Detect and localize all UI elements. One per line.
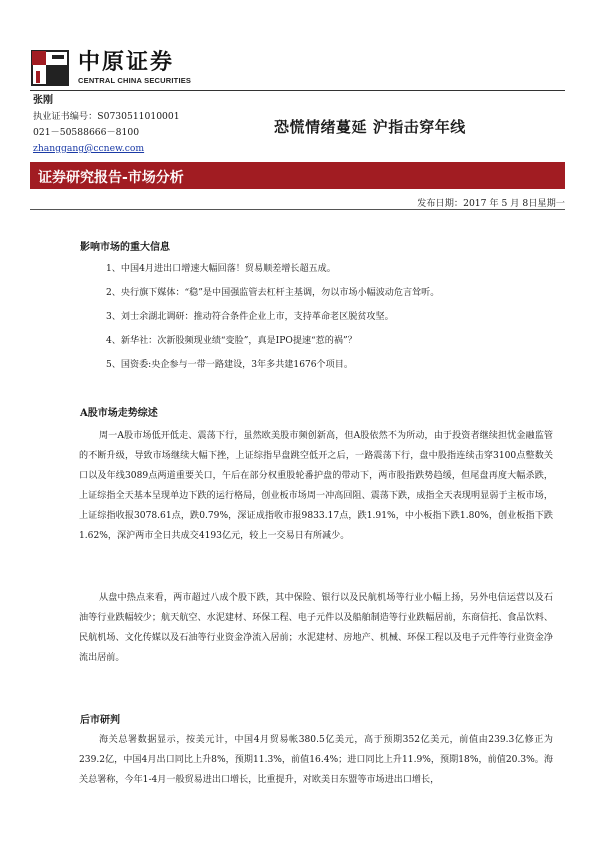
news-item: 3、刘士余湖北调研：推动符合条件企业上市，支持革命老区脱贫攻坚。: [106, 312, 394, 322]
news-item: 2、央行旗下媒体：“稳”是中国强监管去杠杆主基调，勿以市场小幅波动危言耸听。: [106, 288, 440, 298]
news-item: 1、中国4月进出口增速大幅回落！贸易顺差增长超五成。: [106, 264, 336, 274]
news-heading: 影响市场的重大信息: [80, 242, 170, 253]
outlook-heading: 后市研判: [80, 715, 120, 726]
author-license: 执业证书编号：S0730511010001: [33, 111, 180, 122]
outlook-paragraph-1: 海关总署数据显示，按美元计，中国4月贸易帐380.5亿美元，高于预期352亿美元，前值由239.3亿修正为239.2亿，中国4月出口同比上升8%，预期11.3%，前值16.4%；进口同比上升11.9%，预期18%，前值20.3%。海关总署称，今年1-4月一般贸易进出口增长，比重提升，对欧美日东盟等市场进出口增长，: [79, 735, 553, 785]
news-list: [106, 262, 439, 382]
review-heading: A股市场走势综述: [80, 408, 158, 419]
company-logo: [30, 48, 191, 88]
review-paragraph-2: 从盘中热点来看，两市超过八成个股下跌，其中保险、银行以及民航机场等行业小幅上扬，另外电信运营以及石油等行业跌幅较少；航天航空、水泥建材、环保工程、电子元件以及船舶制造等行业跌幅居前，东商信托、食品饮料、民航机场、文化传媒以及石油等行业资金净流入居前；水泥建材、房地产、机械、环保工程以及电子元件等行业资金净流出居前。: [79, 593, 553, 663]
author-name: 张刚: [33, 95, 53, 106]
banner-label: 证券研究报告-市场分析: [38, 170, 184, 186]
logo-chinese-name: 中原证券: [78, 50, 175, 75]
header-divider: [30, 90, 565, 91]
report-title: 恐慌情绪蔓延 沪指击穿年线: [274, 118, 466, 136]
news-item: 4、新华社：次新股频现业绩“变脸”，真是IPO提速“惹的祸”？: [106, 336, 357, 346]
author-phone: 021－50588666－8100: [33, 127, 140, 138]
publish-date: 发布日期：2017 年 5 月 8日星期一: [417, 198, 565, 209]
author-info: [33, 93, 180, 157]
report-banner: [30, 162, 565, 189]
news-item: 5、国资委:央企参与一带一路建设，3年多共建1676个项目。: [106, 360, 353, 370]
logo-mark-icon: [30, 49, 70, 87]
review-paragraph-1: 周一A股市场低开低走、震荡下行，虽然欧美股市频创新高，但A股依然不为所动，由于投资者继续担忧金融监管的不断升级，导致市场继续大幅下挫，上证综指早盘跳空低开之后，一路震荡下行，盘中股指连续击穿3100点整数关口以及年线3089点两道重要关口，午后在部分权重股轮番护盘的带动下，两市股指跌势趋缓，但尾盘再度大幅杀跌，上证综指全天基本呈现单边下跌的运行格局，创业板市场周一冲高回阻、震荡下跌，成指全天表现明显弱于主板市场，上证综指收报3078.61点，跌0.79%，深证成指收市报9833.17点，跌1.91%，中小板指下跌1.80%，创业板指下跌1.62%，深沪两市全日共成交4193亿元，较上一交易日有所减少。: [79, 431, 553, 541]
logo-english-name: CENTRAL CHINA SECURITIES: [78, 76, 192, 85]
author-email-link[interactable]: zhanggang@ccnew.com: [33, 143, 145, 154]
date-divider: [30, 209, 565, 210]
